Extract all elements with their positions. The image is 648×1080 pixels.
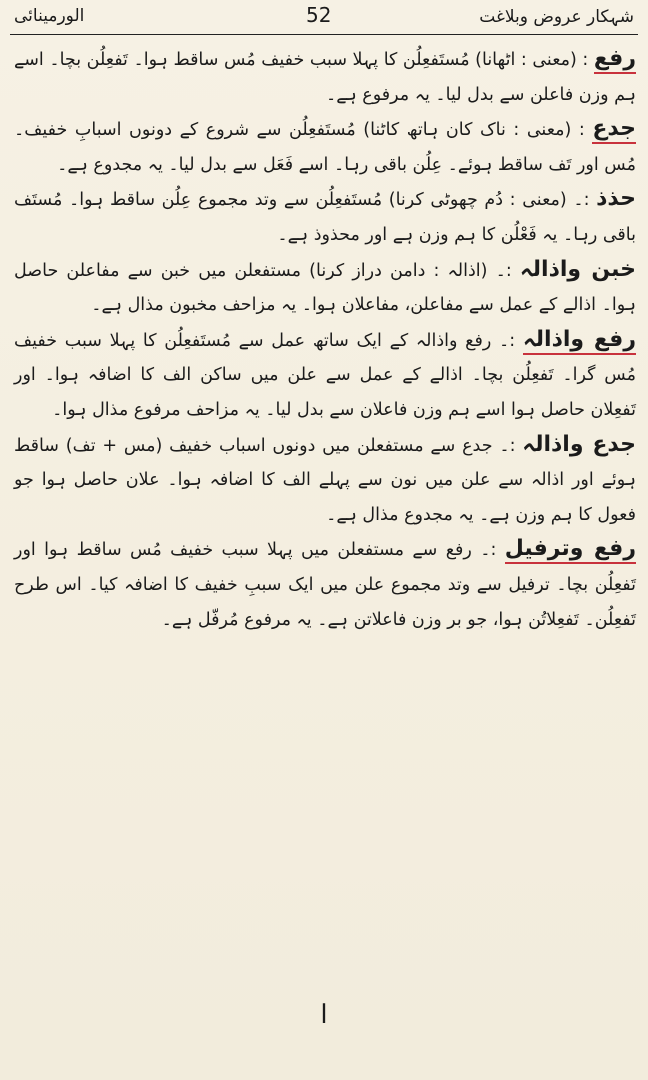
- section-text: :۔ (اذالہ : دامن دراز کرنا) مستفعلن میں خبن سے مفاعلن حاصل ہوا۔ اذالے کے عمل سے مفاعلن، مفاعلان ہوا۔ یہ مزاحف مخبون مذال ہے۔: [14, 260, 636, 316]
- page-body: [14, 42, 636, 637]
- section-rafa-izala: [14, 323, 636, 428]
- section-text: : (معنی : ناک کان ہاتھ کاٹنا) مُستَفعِلُن سے شروع کے دونوں اسبابِ خفیف۔ مُس اور تَف ساقط ہوئے۔ عِلُن باقی رہا۔ اسے فَعَل سے بدل لیا۔ یہ مجدوع ہے۔: [14, 120, 636, 175]
- section-term: رفع: [594, 46, 636, 74]
- page-footer-mark: ا: [320, 1000, 328, 1030]
- section-term: رفع واذالہ: [523, 327, 636, 355]
- section-jada: [14, 112, 636, 182]
- section-rafa: [14, 42, 636, 112]
- page-number: 52: [306, 3, 332, 27]
- section-term: جدع: [592, 116, 636, 144]
- section-term: جدع واذالہ: [522, 431, 636, 457]
- section-text: :۔ رفع سے مستفعلن میں پہلا سبب خفیف مُس ساقط ہوا اور تَفعِلُن بچا۔ ترفیل سے وتد مجموع علن میں ایک سببِ خفیف کا اضافہ کیا۔ اس طرح تَفعِلُن۔ تَفعِلاتُن ہوا، جو بر وزن فاعلاتن ہے۔ یہ مرفوع مُرفّل ہے۔: [14, 540, 636, 630]
- section-hazaz: [14, 182, 636, 252]
- section-khabn-izala: [14, 253, 636, 323]
- section-text: : (معنی : اٹھانا) مُستَفعِلُن کا پہلا سبب خفیف مُس ساقط ہوا۔ تَفعِلُن بچا۔ اسے ہم وزن فاعلن سے بدل لیا۔ یہ مرفوع ہے۔: [13, 50, 636, 105]
- section-term: خبن واذالہ: [519, 256, 636, 282]
- author-name: الورمینائی: [14, 6, 85, 26]
- section-text: :۔ رفع واذالہ کے ایک ساتھ عمل سے مُستَفعِلُن کا پہلا سبب خفیف مُس گرا۔ تَفعِلُن بچا۔ اذالے کے عمل سے علن میں ساکن الف کا اضافہ ہوا۔ اور تَفعِلان حاصل ہوا اسے ہم وزن فاعلان سے بدل لیا۔ یہ مزاحف مرفوع مذال ہوا۔: [14, 330, 636, 420]
- section-text: :۔ جدع سے مستفعلن میں دونوں اسباب خفیف (مس + تف) ساقط ہوئے اور اذالہ سے علن میں نون سے پہلے الف کا اضافہ ہوا۔ علان حاصل ہوا جو فعول کا ہم وزن ہے۔ یہ مجدوع مذال ہے۔: [14, 435, 636, 525]
- section-term: رفع وترفیل: [505, 536, 636, 564]
- section-rafa-tarfeel: [14, 532, 636, 637]
- section-term: حذذ: [596, 186, 636, 212]
- book-title: شہکار عروض وبلاغت: [479, 7, 634, 27]
- section-text: :۔ (معنی : دُم چھوٹی کرنا) مُستَفعِلُن سے وتد مجموع عِلُن ساقط ہوا۔ مُستَف باقی رہا۔ یہ فَعْلُن کا ہم وزن ہے اور محذوذ ہے۔: [14, 190, 636, 245]
- section-jada-izala: [14, 428, 636, 533]
- header-rule: [10, 34, 638, 35]
- page-header: [0, 0, 648, 40]
